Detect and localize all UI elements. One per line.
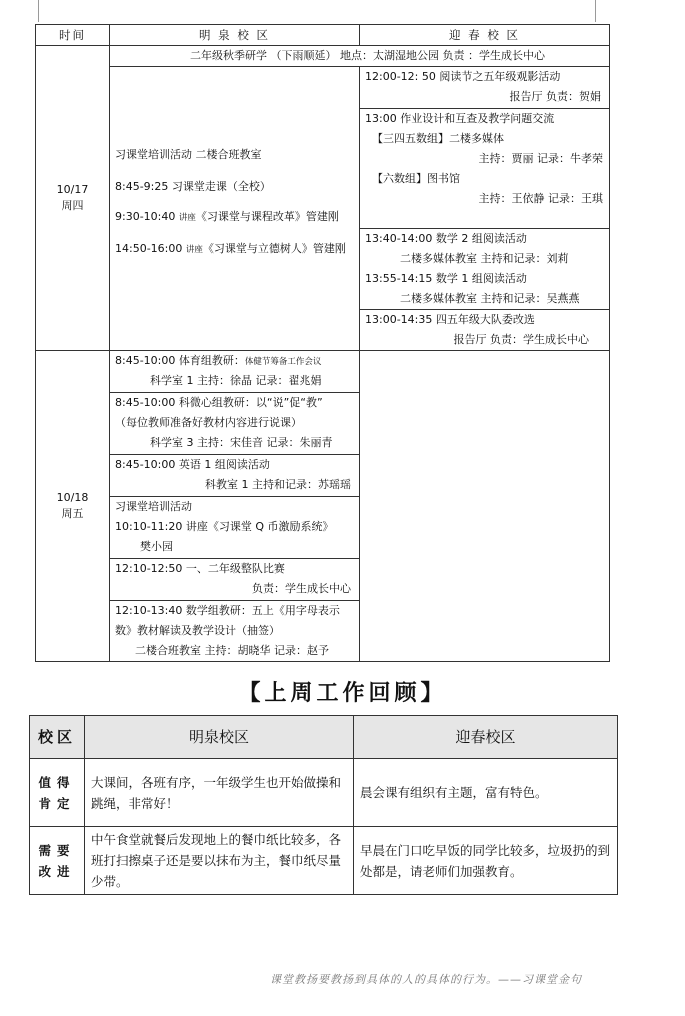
footer-motto: 课堂教扬要教扬到具体的人的具体的行为。——习课堂金句 xyxy=(270,973,582,986)
day1-yingchun-list xyxy=(360,67,609,350)
recap-row-praise xyxy=(30,759,618,827)
list-item xyxy=(110,559,359,601)
schedule-header-row xyxy=(36,25,610,46)
recap-label-improve-1: 需要 xyxy=(38,842,76,858)
header-time: 时间 xyxy=(36,25,110,46)
yc-item4-line1: 13:00-14:35 四五年级大队委改选 xyxy=(365,313,535,326)
day2-weekday: 周五 xyxy=(61,507,84,520)
yc-item4-line2: 报告厅 负责：学生成长中心 xyxy=(453,333,589,346)
crop-mark-right xyxy=(595,0,596,22)
day1-weekday: 周四 xyxy=(61,199,84,212)
mq-line4-speaker: 管建刚 xyxy=(312,242,346,255)
day1-mingquan-cell xyxy=(110,67,360,351)
mq-line3-speaker: 管建刚 xyxy=(305,210,339,223)
mq-line4-kind: 讲座 xyxy=(185,245,203,255)
yc-item2-line4: 【六数组】图书馆 xyxy=(372,172,460,185)
day1-mq-line4 xyxy=(110,239,359,259)
mq2-item4-line2: 10:10-11:20 讲座《习课堂 Q 币激励系统》 xyxy=(115,520,334,533)
recap-header-mingquan: 明泉校区 xyxy=(85,716,354,759)
recap-header-yingchun: 迎春校区 xyxy=(354,716,618,759)
mq2-item6-line3: 二楼合班教室 主持：胡晓华 记录：赵予 xyxy=(135,644,329,657)
day2-mingquan-cell xyxy=(110,351,360,662)
recap-label-praise xyxy=(30,759,85,827)
day2-row xyxy=(36,351,610,662)
day1-date: 10/17 xyxy=(56,183,89,196)
header-yingchun: 迎 春 校 区 xyxy=(360,25,610,46)
recap-label-improve xyxy=(30,827,85,895)
day1-main-row xyxy=(36,67,610,351)
recap-title: 【上周工作回顾】 xyxy=(238,681,447,706)
mq2-item2-line3: 科学室 3 主持：宋佳音 记录：朱丽青 xyxy=(150,436,333,449)
recap-praise-mingquan: 大课间，各班有序，一年级学生也开始做操和跳绳，非常好！ xyxy=(85,759,354,827)
list-item xyxy=(110,455,359,497)
header-mingquan: 明 泉 校 区 xyxy=(110,25,360,46)
day1-top-row xyxy=(36,46,610,67)
day2-date-cell xyxy=(36,351,110,662)
yc-item1-line1: 12:00-12: 50 阅读节之五年级观影活动 xyxy=(365,70,561,83)
yc-item1-line2: 报告厅 负责：贺娟 xyxy=(509,90,601,103)
mq2-item1-line1 xyxy=(110,351,359,371)
yc-item2-line5: 主持：王依静 记录：王琪 xyxy=(478,192,603,205)
day1-mq-line3 xyxy=(110,207,359,227)
recap-header-row xyxy=(30,716,618,759)
yc-item2-line1: 13:00 作业设计和互查及教学问题交流 xyxy=(365,112,555,125)
yc-item3-line1: 13:40-14:00 数学 2 组阅读活动 xyxy=(365,232,527,245)
recap-improve-yingchun: 早晨在门口吃早饭的同学比较多，垃圾扔的到处都是，请老师们加强教育。 xyxy=(354,827,618,895)
yc-item3-line3: 13:55-14:15 数学 1 组阅读活动 xyxy=(365,272,527,285)
mq2-item2-line2: （每位教师准备好教材内容进行说课） xyxy=(115,416,302,429)
mq-line4-topic: 《习课堂与立德树人》 xyxy=(202,242,313,255)
recap-table xyxy=(29,715,618,895)
day2-date: 10/18 xyxy=(56,491,89,504)
day1-mq-line2: 8:45-9:25 习课堂走课（全校） xyxy=(115,180,271,193)
day2-mingquan-list xyxy=(110,351,359,661)
recap-label-praise-2: 肯定 xyxy=(38,795,76,811)
list-item xyxy=(110,393,359,455)
recap-row-improve xyxy=(30,827,618,895)
day1-mq-line1: 习课堂培训活动 二楼合班教室 xyxy=(115,148,262,161)
recap-label-praise-1: 值得 xyxy=(38,774,76,790)
mq2-item4-line3: 樊小园 xyxy=(140,540,173,553)
yc-item3-line2: 二楼多媒体教室 主持和记录：刘莉 xyxy=(400,252,569,265)
list-item xyxy=(360,109,609,229)
recap-improve-mingquan: 中午食堂就餐后发现地上的餐巾纸比较多，各班打扫擦桌子还是要以抹布为主，餐巾纸尽量少带。 xyxy=(85,827,354,895)
mq-line3-kind: 讲座 xyxy=(178,213,196,223)
recap-header-campus: 校区 xyxy=(30,716,85,759)
mq2-item1-title: 8:45-10:00 体育组教研： xyxy=(115,354,245,367)
day1-date-cell xyxy=(36,46,110,351)
crop-mark-left xyxy=(38,0,39,22)
mq2-item3-line2: 科教室 1 主持和记录：苏瑶瑶 xyxy=(205,478,351,491)
yc-item2-line3: 主持：贾丽 记录：牛孝荣 xyxy=(478,152,603,165)
mq2-item5-line2: 负责：学生成长中心 xyxy=(252,582,351,595)
day1-top-cell xyxy=(110,46,610,67)
mq-line3-time: 9:30-10:40 xyxy=(115,210,179,223)
mq2-item1-subtitle: 体健节筹备工作会议 xyxy=(244,357,322,367)
list-item xyxy=(360,229,609,310)
recap-praise-yingchun: 晨会课有组织有主题，富有特色。 xyxy=(354,759,618,827)
mq-line3-topic: 《习课堂与课程改革》 xyxy=(195,210,306,223)
list-item xyxy=(360,310,609,351)
list-item xyxy=(110,497,359,559)
yc-item2-line2: 【三四五数组】二楼多媒体 xyxy=(372,132,504,145)
day1-top-text: 二年级秋季研学 （下雨顺延） 地点：太湖湿地公园 负责 ：学生成长中心 xyxy=(190,49,545,62)
list-item xyxy=(360,67,609,109)
mq2-item6-line2: 数》教材解读及教学设计（抽签） xyxy=(115,624,280,637)
list-item xyxy=(110,351,359,393)
mq2-item4-line1: 习课堂培训活动 xyxy=(115,500,192,513)
mq2-item6-line1: 12:10-13:40 数学组教研：五上《用字母表示 xyxy=(115,604,340,617)
list-item xyxy=(110,601,359,662)
recap-label-improve-2: 改进 xyxy=(38,863,76,879)
day1-yingchun-cell xyxy=(360,67,610,351)
mq2-item2-line1: 8:45-10:00 科微心组教研：以“说”促“教” xyxy=(115,396,323,409)
mq-line4-time: 14:50-16:00 xyxy=(115,242,186,255)
schedule-table xyxy=(35,24,610,662)
mq2-item3-line1: 8:45-10:00 英语 1 组阅读活动 xyxy=(115,458,270,471)
mq2-item1-line2: 科学室 1 主持：徐晶 记录：翟兆娟 xyxy=(150,374,322,387)
yc-item3-line4: 二楼多媒体教室 主持和记录：吴燕燕 xyxy=(400,292,580,305)
mq2-item5-line1: 12:10-12:50 一、二年级整队比赛 xyxy=(115,562,285,575)
day2-yingchun-cell xyxy=(360,351,610,662)
